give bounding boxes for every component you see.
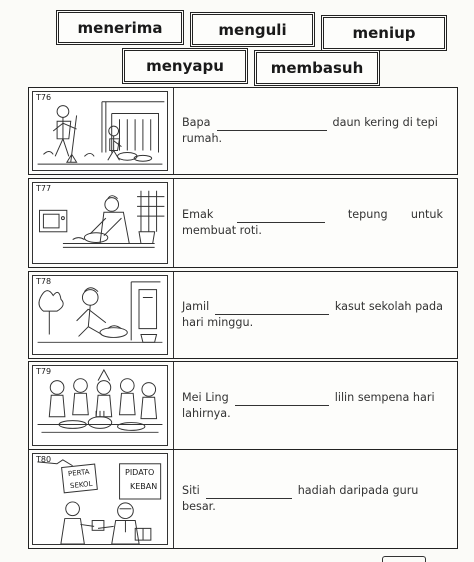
illustration-sweeping bbox=[32, 91, 168, 171]
answer-blank[interactable] bbox=[217, 120, 327, 131]
sentence-end: lilin sempena hari bbox=[334, 390, 435, 404]
question-row-t80 bbox=[28, 449, 458, 549]
illustration-birthday bbox=[32, 365, 168, 446]
question-number: T78 bbox=[36, 277, 52, 286]
page-corner-mark bbox=[382, 556, 426, 562]
word-text: meniup bbox=[352, 24, 416, 42]
word-box-menyapu bbox=[122, 48, 248, 84]
sentence-end: hadiah daripada guru bbox=[297, 484, 419, 497]
question-text-t80 bbox=[173, 450, 453, 548]
answer-blank[interactable] bbox=[215, 304, 329, 315]
sentence-end: daun kering di tepi bbox=[332, 116, 438, 129]
question-row-t79 bbox=[28, 361, 458, 450]
sentence-start: Mei Ling bbox=[182, 390, 229, 404]
question-text-t78 bbox=[173, 272, 453, 358]
illustration-prize bbox=[32, 453, 168, 545]
question-number: T76 bbox=[36, 93, 52, 102]
question-text-t79 bbox=[173, 362, 453, 449]
question-number: T80 bbox=[36, 455, 52, 464]
sign-text-line-1: PIDATO bbox=[125, 468, 155, 477]
sentence-line2: hari minggu. bbox=[182, 316, 254, 329]
question-number: T77 bbox=[36, 184, 52, 193]
answer-blank[interactable] bbox=[235, 395, 329, 406]
question-row-t78 bbox=[28, 271, 458, 359]
sentence-line2: membuat roti. bbox=[182, 224, 262, 237]
question-row-t76 bbox=[28, 87, 458, 175]
sentence-start: Jamil bbox=[182, 300, 210, 313]
sentence-start: Siti bbox=[182, 484, 200, 497]
sweeping-drawing bbox=[33, 92, 167, 170]
question-text-t76 bbox=[173, 88, 453, 174]
birthday-drawing bbox=[33, 366, 167, 445]
question-row-t77 bbox=[28, 178, 458, 268]
sentence-end-word-2: untuk bbox=[410, 208, 443, 221]
word-box-menerima bbox=[56, 10, 184, 45]
question-text-t77 bbox=[173, 179, 453, 267]
word-box-membasuh bbox=[254, 50, 380, 86]
washing-shoes-drawing bbox=[33, 276, 167, 354]
sentence-start: Emak bbox=[182, 208, 214, 221]
banner-text-line-2: SEKOL bbox=[69, 479, 93, 491]
sentence-line2: rumah. bbox=[182, 132, 223, 145]
sentence-end: kasut sekolah pada bbox=[334, 300, 443, 313]
word-text: menguli bbox=[218, 20, 287, 39]
word-text: menyapu bbox=[146, 57, 224, 75]
sentence-end-word-1: tepung bbox=[347, 208, 388, 221]
word-box-meniup bbox=[321, 15, 447, 51]
sign-text-line-2: KEBAN bbox=[130, 482, 158, 491]
word-text: menerima bbox=[77, 18, 163, 37]
banner-text-line-1: PERTA bbox=[67, 467, 90, 479]
word-text: membasuh bbox=[270, 59, 364, 77]
sentence-start: Bapa bbox=[182, 116, 211, 129]
sentence-line2: besar. bbox=[182, 500, 216, 513]
illustration-kneading bbox=[32, 182, 168, 264]
word-box-menguli bbox=[190, 12, 315, 47]
question-number: T79 bbox=[36, 367, 52, 376]
answer-blank[interactable] bbox=[237, 212, 325, 223]
kneading-drawing bbox=[33, 183, 167, 263]
sentence-line2: lahirnya. bbox=[182, 406, 231, 420]
illustration-washing-shoes bbox=[32, 275, 168, 355]
answer-blank[interactable] bbox=[206, 488, 292, 499]
